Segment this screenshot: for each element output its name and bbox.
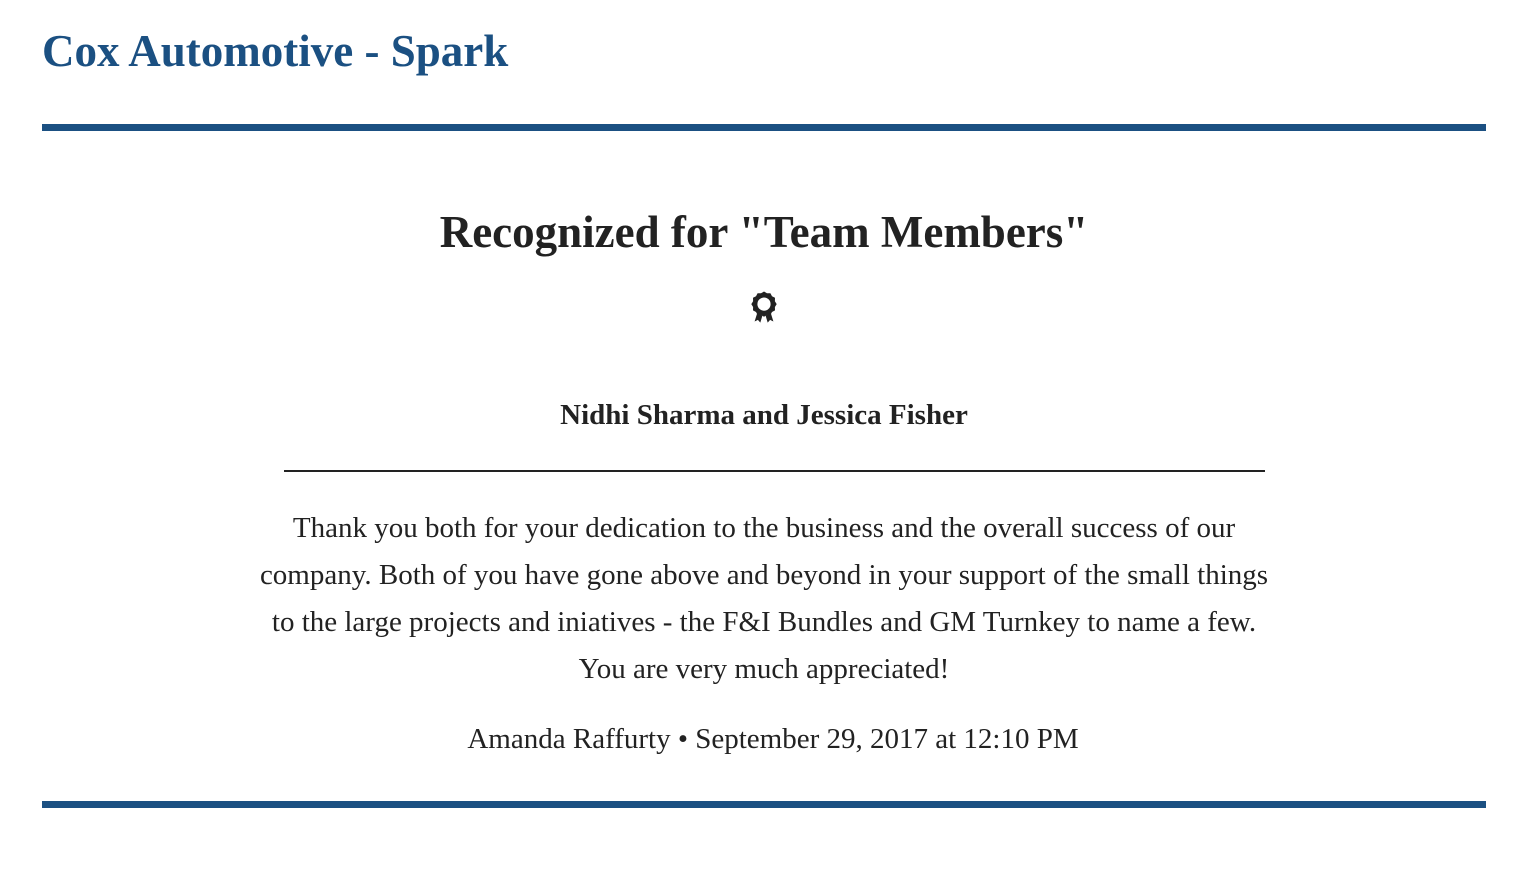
author-byline: Amanda Raffurty • September 29, 2017 at 12:10 PM (467, 723, 1079, 755)
recognition-headline: Recognized for "Team Members" (439, 207, 1089, 257)
recognition-card (254, 200, 1274, 757)
site-title: Cox Automotive - Spark (42, 26, 509, 76)
footer-divider (42, 801, 1486, 808)
recognition-message: Thank you both for your dedication to the business and the overall success of our company. Both of you have gone above and beyond in your support of the small things to the large projects and iniatives - the F&I Bundles and GM Turnkey to name a few. You are very much appreciated! (259, 512, 1269, 685)
header-divider (42, 124, 1486, 131)
recipients-names: Nidhi Sharma and Jessica Fisher (560, 399, 968, 431)
award-ribbon-icon (750, 290, 778, 324)
content-divider (284, 470, 1265, 472)
